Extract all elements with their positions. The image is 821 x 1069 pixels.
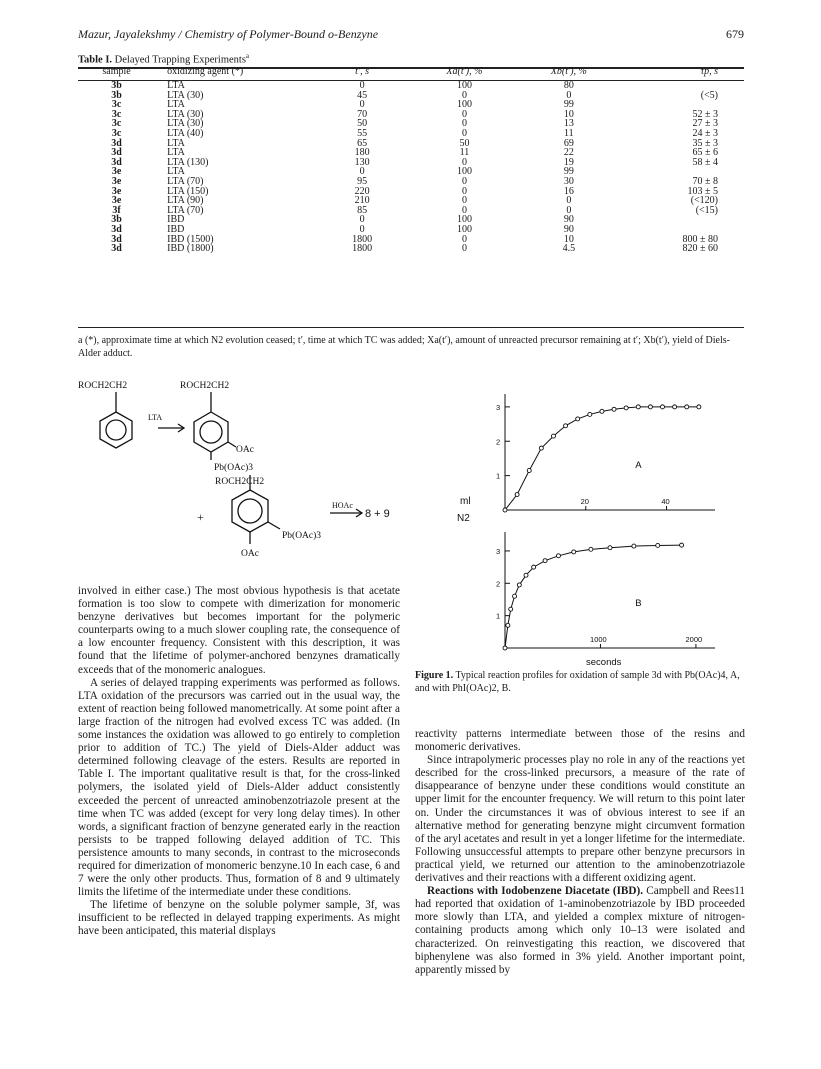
cell-sample: 3b xyxy=(111,89,122,101)
x-tick-label: 20 xyxy=(580,497,589,506)
ring-3-inner-circle xyxy=(238,499,262,523)
cell-t-prime: 45 xyxy=(357,89,368,101)
scheme-reagent-lta: LTA xyxy=(148,413,163,422)
figure-caption-text: Typical reaction profiles for oxidation of sample 3d with Pb(OAc)4, A, and with PhI(OAc)2, B. xyxy=(415,670,740,694)
cell-t-prime: 85 xyxy=(357,204,368,216)
cell-xb: 16 xyxy=(563,185,574,197)
cell-sample: 3e xyxy=(111,195,122,207)
cell-t-prime: 70 xyxy=(357,108,368,120)
cell-xa: 100 xyxy=(456,80,472,91)
scheme-substituent-1: ROCH2CH2 xyxy=(78,381,128,391)
data-point xyxy=(661,405,665,409)
right-column xyxy=(415,728,745,977)
scheme-oac-2: OAc xyxy=(241,549,259,559)
cell-oxidizing-agent: LTA (130) xyxy=(167,156,209,168)
cell-xa: 100 xyxy=(456,99,472,111)
col-header-xa: Xa(t′), % xyxy=(446,66,483,78)
data-point xyxy=(697,405,701,409)
cell-t-prime: 65 xyxy=(357,137,368,149)
cell-t-prime: 0 xyxy=(359,80,365,91)
y-tick-label: 3 xyxy=(496,402,501,412)
data-point xyxy=(589,547,593,551)
cell-tau-p xyxy=(622,167,745,177)
cell-tau-p: 800 ± 80 xyxy=(682,233,718,245)
cell-tau-p: 65 ± 6 xyxy=(692,147,718,159)
cell-xb: 80 xyxy=(563,80,574,91)
series-line xyxy=(505,545,682,648)
cell-t-prime: 130 xyxy=(354,156,370,168)
running-head xyxy=(78,27,744,43)
cell-xa: 0 xyxy=(461,127,467,139)
cell-xb: 0 xyxy=(566,204,572,216)
cell-t-prime: 180 xyxy=(354,147,370,159)
data-point xyxy=(543,559,547,563)
cell-xb: 69 xyxy=(563,137,574,149)
cell-t-prime: 95 xyxy=(357,175,368,187)
ring-2-oac-bond xyxy=(228,442,236,447)
cell-xa: 0 xyxy=(461,156,467,168)
cell-xb: 11 xyxy=(564,127,574,139)
right-paragraph-3-text: Campbell and Rees11 had reported that oxidation of 1-aminobenzotriazole by IBD proceeded more slowly than LTA, and yielded a complex mixture of nitrogen-containing products among which only 10–13 were isolated and characterized. On reinvestigating this reaction, we discovered that biphenylene was also formed in 3% yield. Another important point, apparently missed by xyxy=(415,885,746,976)
data-point xyxy=(532,565,536,569)
data-point xyxy=(556,554,560,558)
data-point xyxy=(576,417,580,421)
data-point xyxy=(524,573,528,577)
panel-label: B xyxy=(635,598,642,610)
table-caption xyxy=(78,52,249,66)
series-line xyxy=(505,407,699,510)
scheme-oac-1: OAc xyxy=(236,445,254,455)
col-header-sample: sample xyxy=(102,66,131,78)
cell-tau-p: 24 ± 3 xyxy=(692,127,718,139)
scheme-pb-2: Pb(OAc)3 xyxy=(282,531,322,541)
cell-oxidizing-agent: IBD xyxy=(167,223,185,235)
data-point xyxy=(680,543,684,547)
table-body xyxy=(78,81,744,254)
cell-t-prime: 1800 xyxy=(352,243,373,255)
scheme-substituent-2: ROCH2CH2 xyxy=(180,381,230,391)
cell-oxidizing-agent: LTA (90) xyxy=(167,195,204,207)
cell-t-prime: 0 xyxy=(359,99,365,111)
panel-a xyxy=(496,394,715,512)
cell-xb: 10 xyxy=(563,108,574,120)
cell-t-prime: 55 xyxy=(357,127,368,139)
data-point xyxy=(515,493,519,497)
cell-xa: 0 xyxy=(461,204,467,216)
cell-t-prime: 210 xyxy=(354,195,370,207)
data-point xyxy=(612,407,616,411)
left-paragraph-2: A series of delayed trapping experiments was performed as follows. LTA oxidation of the precursors was carried out in the usual way, the extent of reaction being followed manometrically. At some point after a large fraction of the nitrogen had evolved excess TC was added. (In some instances the oxidation was allowed to go entirely to completion prior to addition of TC.) The yield of Diels-Alder adduct was determined following cleavage of the esters. Results are reported in Table I. The important qualitative result is that, for the cross-linked polymers, the isolated yield of Diels-Alder adduct consistently exceeded the percent of unreacted aminobenzotriazole present at the time when TC was added (except for very long delay times). In other words, a significant fraction of benzyne generated early in the reaction persists to be trapped following delayed addition of TC. This persistence amounts to many seconds, in contrast to the microseconds required for dimerization of monomeric benzyne.10 In each case, 6 and 7 were the only other products. Thus, formation of 8 and 9 ultimately limits the lifetime of the intermediate under these conditions. xyxy=(78,676,400,899)
cell-t-prime: 0 xyxy=(359,166,365,178)
cell-tau-p: 820 ± 60 xyxy=(682,243,718,255)
cell-sample: 3d xyxy=(111,233,122,245)
table-footnote: a (*), approximate time at which N2 evolution ceased; t′, time at which TC was added; Xa(t′), amount of unreacted precursor remaining at t′; Xb(t′), yield of Diels-Alder adduct. xyxy=(78,335,730,359)
cell-oxidizing-agent: LTA (40) xyxy=(167,127,204,139)
cell-sample: 3e xyxy=(111,185,122,197)
figure-1-plot xyxy=(440,378,740,668)
cell-xb: 22 xyxy=(563,147,574,159)
cell-xa: 0 xyxy=(461,233,467,245)
cell-sample: 3e xyxy=(111,166,122,178)
cell-sample: 3c xyxy=(111,99,122,111)
table-row xyxy=(78,244,744,254)
cell-tau-p: 103 ± 5 xyxy=(687,185,718,197)
section-heading-ibd: Reactions with Iodobenzene Diacetate (IBD). xyxy=(427,885,643,898)
data-point xyxy=(527,468,531,472)
cell-sample: 3c xyxy=(111,127,122,139)
data-point xyxy=(503,646,507,650)
scheme-reagent-hoac: HOAc xyxy=(332,501,353,510)
scheme-drawing xyxy=(78,372,413,572)
reaction-scheme xyxy=(78,372,413,572)
cell-xa: 0 xyxy=(461,175,467,187)
cell-xb: 0 xyxy=(566,195,572,207)
cell-sample: 3c xyxy=(111,108,122,120)
cell-oxidizing-agent: LTA xyxy=(167,137,185,149)
cell-sample: 3d xyxy=(111,223,122,235)
left-paragraph-1: involved in either case.) The most obvious hypothesis is that acetate formation is too slow to compete with dimerization for monomeric benzyne derivatives but becomes important for the polymeric counterparts owing to a much slower coupling rate, the consequence of a low encounter frequency. Consistent with this description, it was found that the lifetime of polymer-anchored benzynes dramatically exceeds that of the monomeric analogues. xyxy=(78,585,400,676)
cell-tau-p xyxy=(622,215,745,225)
data-point xyxy=(636,405,640,409)
cell-xb: 90 xyxy=(563,214,574,226)
panel-label: A xyxy=(635,460,642,472)
cell-oxidizing-agent: IBD (1800) xyxy=(167,243,214,255)
benzene-ring-2 xyxy=(194,412,228,452)
figure-1 xyxy=(440,378,740,668)
y-tick-label: 1 xyxy=(496,471,501,481)
cell-xa: 0 xyxy=(461,243,467,255)
cell-xb: 10 xyxy=(563,233,574,245)
cell-tau-p: (<120) xyxy=(690,195,718,207)
scheme-plus: + xyxy=(197,510,204,524)
data-point xyxy=(572,550,576,554)
page-number: 679 xyxy=(726,27,744,41)
figure-caption-label: Figure 1. xyxy=(415,670,454,681)
y-axis-label-n2: N2 xyxy=(457,513,470,524)
x-tick-label: 2000 xyxy=(685,635,703,644)
x-tick-label: 40 xyxy=(661,497,670,506)
cell-oxidizing-agent: LTA (70) xyxy=(167,175,204,187)
cell-t-prime: 1800 xyxy=(352,233,373,245)
cell-sample: 3f xyxy=(112,204,121,216)
cell-oxidizing-agent: IBD (1500) xyxy=(167,233,214,245)
y-tick-label: 2 xyxy=(496,579,501,589)
cell-oxidizing-agent: LTA xyxy=(167,147,185,159)
data-point xyxy=(506,623,510,627)
cell-oxidizing-agent: LTA (30) xyxy=(167,108,204,120)
y-tick-label: 1 xyxy=(496,611,501,621)
cell-t-prime: 0 xyxy=(359,223,365,235)
cell-xb: 90 xyxy=(563,223,574,235)
y-axis-label-ml: ml xyxy=(460,496,471,507)
right-paragraph-3 xyxy=(415,885,745,977)
data-point xyxy=(564,424,568,428)
table-caption-text: Delayed Trapping Experiments xyxy=(114,54,246,66)
data-point xyxy=(513,594,517,598)
data-point xyxy=(551,434,555,438)
cell-xb: 19 xyxy=(563,156,574,168)
cell-xa: 50 xyxy=(459,137,470,149)
cell-xa: 0 xyxy=(461,118,467,130)
table-bottom-rule xyxy=(78,327,744,328)
cell-oxidizing-agent: LTA xyxy=(167,80,185,91)
cell-t-prime: 0 xyxy=(359,214,365,226)
cell-xb: 4.5 xyxy=(562,243,576,255)
cell-xb: 0 xyxy=(566,89,572,101)
ring-1-inner-circle xyxy=(106,420,126,440)
delayed-trapping-table xyxy=(78,66,744,254)
cell-xa: 0 xyxy=(461,108,467,120)
x-tick-label: 1000 xyxy=(590,635,607,644)
cell-xa: 100 xyxy=(456,166,472,178)
col-header-xb: Xb(t′), % xyxy=(550,66,587,78)
data-point xyxy=(509,607,513,611)
x-axis-label-seconds: seconds xyxy=(586,657,622,668)
cell-sample: 3e xyxy=(111,175,122,187)
cell-oxidizing-agent: LTA xyxy=(167,99,185,111)
col-header-oxidizing-agent: oxidizing agent (*) xyxy=(167,66,244,78)
cell-tau-p: 70 ± 8 xyxy=(692,175,718,187)
scheme-pb-1: Pb(OAc)3 xyxy=(214,463,254,473)
cell-tau-p xyxy=(622,81,745,91)
data-point xyxy=(600,409,604,413)
ring-3-pb-bond xyxy=(268,522,280,529)
data-point xyxy=(648,405,652,409)
col-header-t-prime: t′, s xyxy=(355,66,370,78)
data-point xyxy=(685,405,689,409)
cell-xa: 0 xyxy=(461,195,467,207)
cell-tau-p: (<15) xyxy=(695,204,718,216)
panel-b xyxy=(496,532,715,650)
cell-oxidizing-agent: LTA (70) xyxy=(167,204,204,216)
running-head-title: Mazur, Jayalekshmy / Chemistry of Polymer-Bound o-Benzyne xyxy=(78,27,379,41)
figure-caption xyxy=(415,670,745,695)
data-point xyxy=(503,508,507,512)
ring-2-inner-circle xyxy=(200,421,222,443)
cell-sample: 3c xyxy=(111,118,122,130)
data-point xyxy=(656,543,660,547)
data-point xyxy=(673,405,677,409)
scheme-substituent-3: ROCH2CH2 xyxy=(215,477,265,487)
data-point xyxy=(517,583,521,587)
cell-xa: 100 xyxy=(456,223,472,235)
benzene-ring-1 xyxy=(100,412,132,448)
cell-t-prime: 220 xyxy=(354,185,370,197)
cell-sample: 3d xyxy=(111,137,122,149)
table-caption-note-mark: a xyxy=(245,52,250,60)
table-header-row xyxy=(78,66,744,81)
col-header-tau-p: τp, s xyxy=(700,66,718,78)
cell-tau-p: 52 ± 3 xyxy=(692,108,718,120)
cell-xb: 99 xyxy=(563,99,574,111)
cell-xa: 11 xyxy=(459,147,470,159)
cell-tau-p: (<5) xyxy=(700,89,718,101)
cell-tau-p: 27 ± 3 xyxy=(692,118,718,130)
cell-sample: 3d xyxy=(111,156,122,168)
data-point xyxy=(608,546,612,550)
cell-tau-p: 58 ± 4 xyxy=(692,156,718,168)
cell-oxidizing-agent: LTA (30) xyxy=(167,89,204,101)
cell-tau-p: 35 ± 3 xyxy=(692,137,718,149)
cell-t-prime: 50 xyxy=(357,118,368,130)
cell-oxidizing-agent: IBD xyxy=(167,214,185,226)
cell-tau-p xyxy=(622,100,745,110)
cell-xb: 13 xyxy=(563,118,574,130)
data-point xyxy=(588,412,592,416)
scheme-products: 8 + 9 xyxy=(365,508,390,520)
cell-sample: 3b xyxy=(111,80,122,91)
cell-xb: 99 xyxy=(563,166,574,178)
table-caption-label: Table I. xyxy=(78,54,113,66)
cell-xa: 100 xyxy=(456,214,472,226)
y-tick-label: 3 xyxy=(496,546,501,556)
data-point xyxy=(539,446,543,450)
cell-xa: 0 xyxy=(461,185,467,197)
cell-sample: 3d xyxy=(111,243,122,255)
right-paragraph-2: Since intrapolymeric processes play no role in any of the reactions yet described for the cross-linked precursors, a measure of the rate of disappearance of benzyne under these conditions would constitute an upper limit for the encounter frequency. We will return to this point later on. Under the circumstances it was of obvious interest to see if an alternative method for generating benzyne might circumvent formation of the aryl acetates and result in yet a longer lifetime for the intermediate. Following unsuccessful attempts to prepare other benzyne precursors in practical yield, we returned our attention to the aminobenzotriazole derivatives and their reactions with a different oxidizing agent. xyxy=(415,754,745,885)
y-tick-label: 2 xyxy=(496,437,501,447)
cell-sample: 3d xyxy=(111,147,122,159)
cell-oxidizing-agent: LTA (30) xyxy=(167,118,204,130)
left-paragraph-3: The lifetime of benzyne on the soluble polymer sample, 3f, was insufficient to be reflected in delayed trapping experiments. As might have been anticipated, this material displays xyxy=(78,899,400,938)
cell-oxidizing-agent: LTA (150) xyxy=(167,185,209,197)
data-point xyxy=(632,544,636,548)
cell-xb: 30 xyxy=(563,175,574,187)
cell-sample: 3b xyxy=(111,214,122,226)
cell-xa: 0 xyxy=(461,89,467,101)
cell-oxidizing-agent: LTA xyxy=(167,166,185,178)
left-column xyxy=(78,585,400,939)
data-point xyxy=(624,406,628,410)
right-paragraph-1: reactivity patterns intermediate between those of the resins and monomeric derivatives. xyxy=(415,728,745,754)
